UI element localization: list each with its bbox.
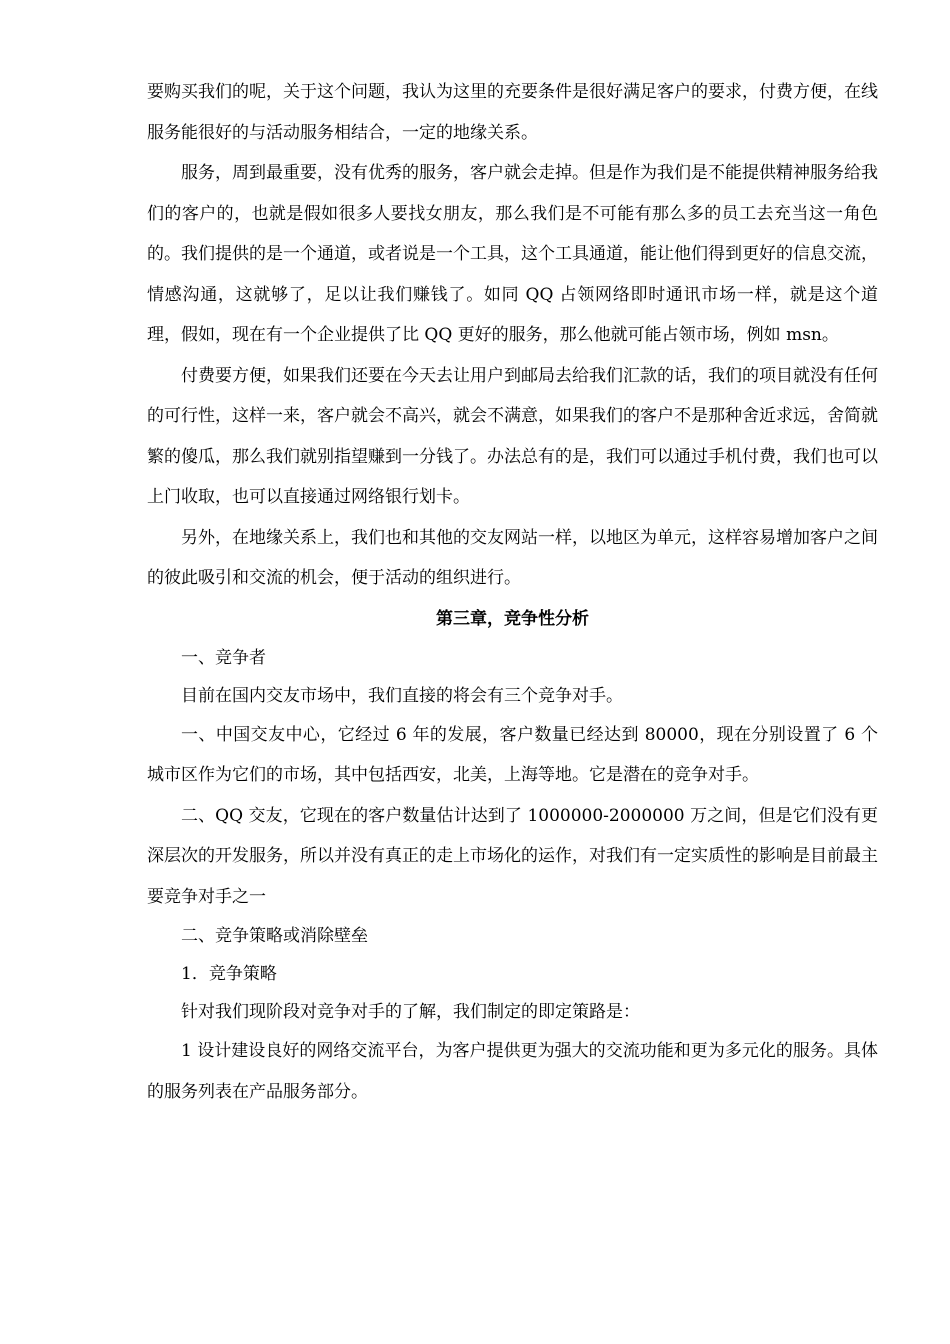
paragraph-strategy-intro: 针对我们现阶段对竞争对手的了解，我们制定的即定策路是： (181, 1002, 640, 1022)
paragraph-geography: 另外，在地缘关系上，我们也和其他的交友网站一样，以地区为单元，这样容易增加客户之间的彼此吸引和交流的机会，便于活动的组织进行。 (147, 527, 878, 588)
paragraph-competitor-one: 一、中国交友中心，它经过 6 年的发展，客户数量已经达到 80000，现在分别设置了 6 个城市区作为它们的市场，其中包括西安，北美，上海等地。它是潜在的竞争对手。 (147, 724, 878, 785)
paragraph-payment: 付费要方便，如果我们还要在今天去让用户到邮局去给我们汇款的话，我们的项目就没有任何的可行性，这样一来，客户就会不高兴，就会不满意，如果我们的客户不是那种舍近求远，舍简就繁的傻瓜，那么我们就别指望赚到一分钱了。办法总有的是，我们可以通过手机付费，我们也可以上门收取，也可以直接通过网络银行划卡。 (147, 365, 878, 507)
paragraph-service: 服务，周到最重要，没有优秀的服务，客户就会走掉。但是作为我们是不能提供精神服务给我们的客户的，也就是假如很多人要找女朋友，那么我们是不可能有那么多的员工去充当这一角色的。我们提供的是一个通道，或者说是一个工具，这个工具通道，能让他们得到更好的信息交流，情感沟通，这就够了，足以让我们赚钱了。如同 QQ 占领网络即时通讯市场一样，就是这个道理，假如，现在有一个企业提供了比 QQ 更好的服务，那么他就可能占领市场，例如 msn。 (147, 163, 878, 345)
chapter-heading: 第三章，竞争性分析 (436, 608, 589, 629)
paragraph-competitor-two: 二、QQ 交友，它现在的客户数量估计达到了 1000000-2000000 万之间，但是它们没有更深层次的开发服务，所以并没有真正的走上市场化的运作，对我们有一定实质性的影响是目前最主要竞争对手之一 (147, 805, 878, 907)
paragraph-competitor-intro: 目前在国内交友市场中，我们直接的将会有三个竞争对手。 (181, 685, 623, 706)
section-strategy-heading: 二、竞争策略或消除壁垒 (181, 926, 368, 946)
section-competitors-heading: 一、竞争者 (181, 647, 266, 668)
paragraph-purchase-conditions: 要购买我们的呢，关于这个问题，我认为这里的充要条件是很好满足客户的要求，付费方便，在线服务能很好的与活动服务相结合，一定的地缘关系。 (147, 82, 878, 143)
subsection-strategy-heading: 1．竞争策略 (181, 964, 277, 984)
paragraph-strategy-one: 1 设计建设良好的网络交流平台，为客户提供更为强大的交流功能和更为多元化的服务。具体的服务列表在产品服务部分。 (147, 1041, 878, 1102)
document-page (147, 72, 878, 1112)
